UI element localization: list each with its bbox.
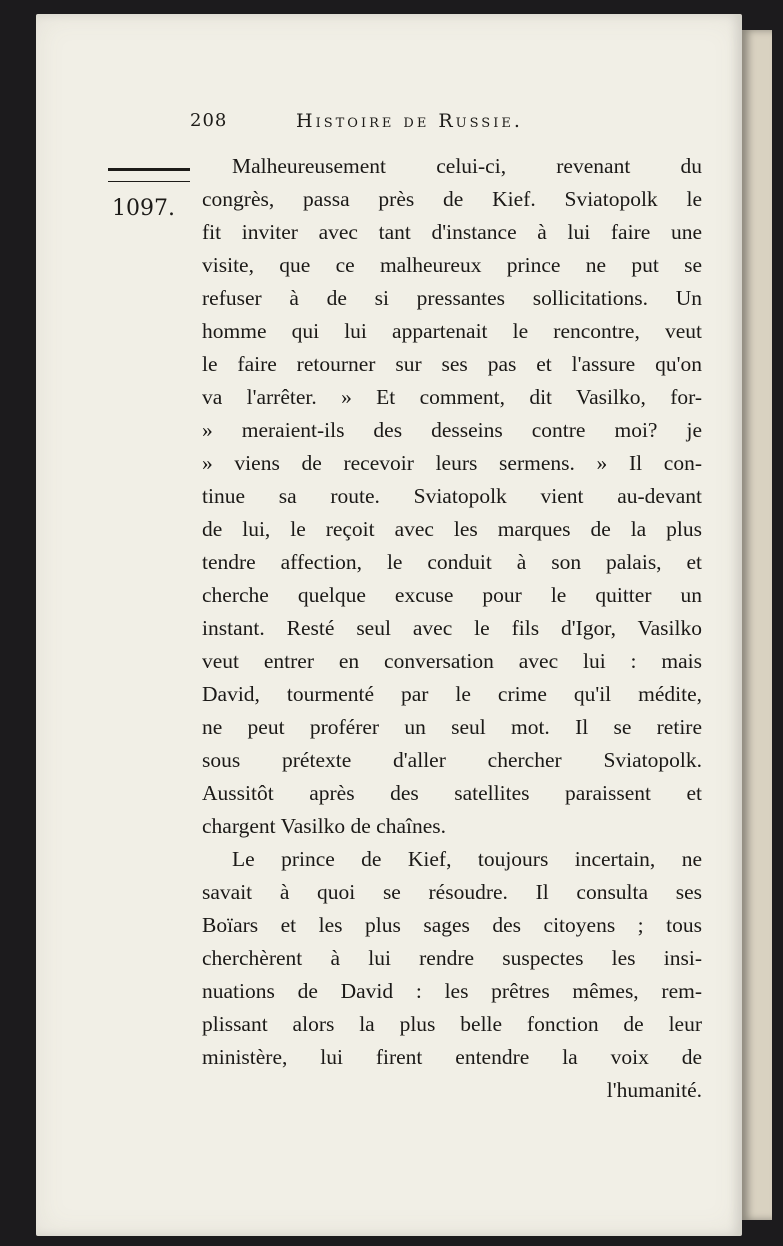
text-line: Aussitôt après des satellites paraissent et — [202, 781, 702, 805]
text-line: l'humanité. — [606, 1078, 702, 1102]
text-line: chargent Vasilko de chaînes. — [202, 814, 446, 838]
text-line: tendre affection, le conduit à son palais, et — [202, 550, 702, 574]
text-line: veut entrer en conversation avec lui : mais — [202, 649, 702, 673]
text-line: ministère, lui firent entendre la voix de — [202, 1045, 702, 1069]
text-line: refuser à de si pressantes sollicitations. Un — [202, 286, 702, 310]
text-line: sous prétexte d'aller chercher Sviatopolk. — [202, 748, 702, 772]
text-line: tinue sa route. Sviatopolk vient au-devant — [202, 484, 702, 508]
text-line: le faire retourner sur ses pas et l'assure qu'on — [202, 352, 702, 376]
page-header — [190, 110, 610, 136]
text-line: plissant alors la plus belle fonction de leur — [202, 1012, 702, 1036]
body-text — [202, 150, 702, 1107]
text-line: David, tourmenté par le crime qu'il médite, — [202, 682, 702, 706]
text-line: fit inviter avec tant d'instance à lui faire une — [202, 220, 702, 244]
text-line: visite, que ce malheureux prince ne put se — [202, 253, 702, 277]
text-line: instant. Resté seul avec le fils d'Igor, Vasilko — [202, 616, 702, 640]
page-number: 208 — [190, 110, 228, 131]
text-line: homme qui lui appartenait le rencontre, veut — [202, 319, 702, 343]
text-line: » viens de recevoir leurs sermens. » Il con- — [202, 451, 702, 475]
text-line: Boïars et les plus sages des citoyens ; tous — [202, 913, 702, 937]
text-line: de lui, le reçoit avec les marques de la plus — [202, 517, 702, 541]
text-line: cherchèrent à lui rendre suspectes les insi- — [202, 946, 702, 970]
margin-year: 1097. — [112, 196, 175, 221]
text-line: Malheureusement celui-ci, revenant du — [232, 154, 702, 178]
text-line: ne peut proférer un seul mot. Il se retire — [202, 715, 702, 739]
margin-rule — [108, 168, 190, 182]
facing-page-edge — [742, 30, 772, 1220]
text-line: savait à quoi se résoudre. Il consulta ses — [202, 880, 702, 904]
text-line: » meraient-ils des desseins contre moi? je — [202, 418, 702, 442]
text-line: congrès, passa près de Kief. Sviatopolk le — [202, 187, 702, 211]
text-line: nuations de David : les prêtres mêmes, rem- — [202, 979, 702, 1003]
text-line: cherche quelque excuse pour le quitter un — [202, 583, 702, 607]
text-line: Le prince de Kief, toujours incertain, ne — [232, 847, 702, 871]
running-title: Histoire de Russie. — [296, 110, 523, 132]
text-line: va l'arrêter. » Et comment, dit Vasilko, for- — [202, 385, 702, 409]
